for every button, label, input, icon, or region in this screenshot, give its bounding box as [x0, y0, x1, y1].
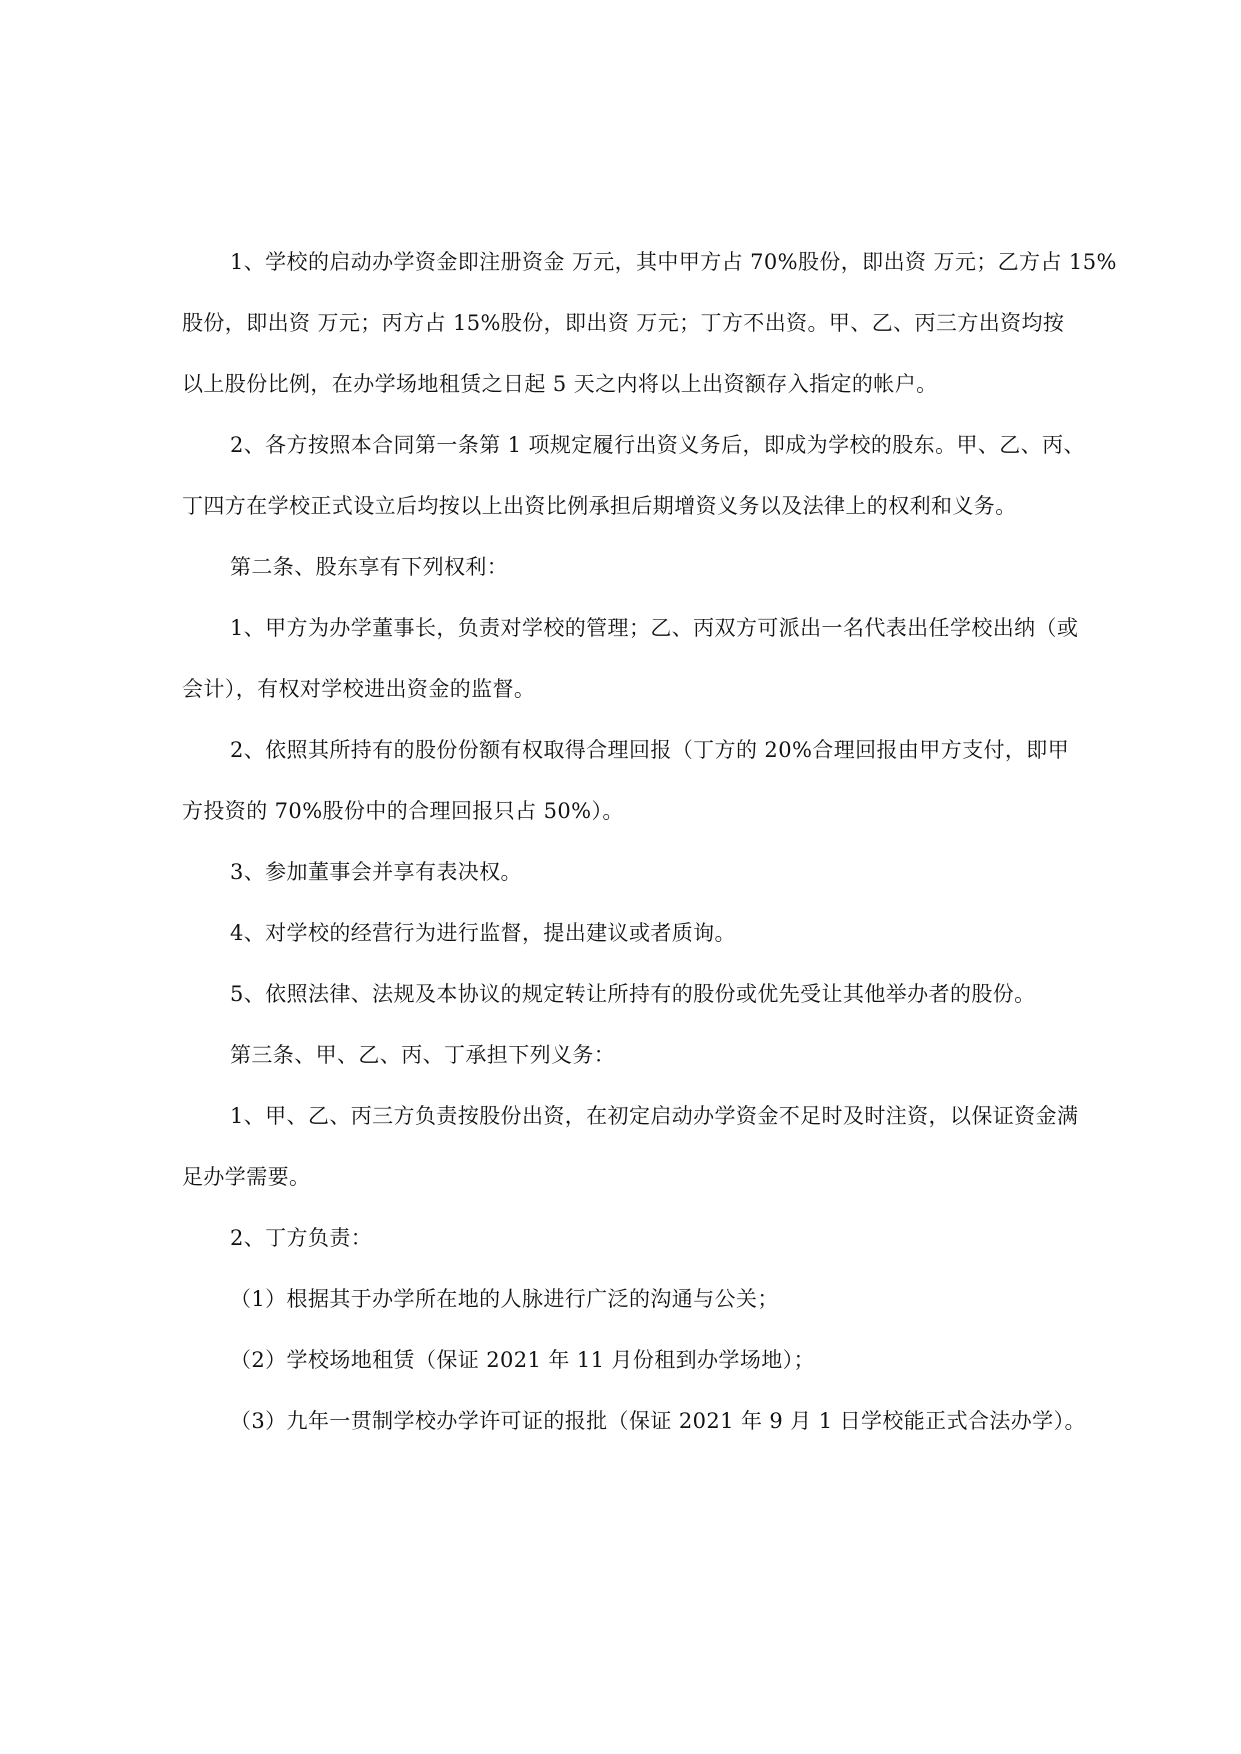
- text-line: 1、学校的启动办学资金即注册资金 万元，其中甲方占 70%股份，即出资 万元；乙方占 15%: [230, 250, 1117, 274]
- paragraph-right-3: [182, 842, 1082, 903]
- article-three-heading: [182, 1025, 1082, 1086]
- paragraph-obligation-1: [182, 1086, 1082, 1208]
- text-line: 以上股份比例，在办学场地租赁之日起 5 天之内将以上出资额存入指定的帐户。: [182, 372, 938, 396]
- text-line: 4、对学校的经营行为进行监督，提出建议或者质询。: [230, 921, 736, 945]
- text-line: 3、参加董事会并享有表决权。: [230, 860, 522, 884]
- paragraph-obligation-2-item-1: [182, 1269, 1082, 1330]
- paragraph-obligation-2-item-3: [182, 1391, 1086, 1452]
- paragraph-obligation-2-item-2: [182, 1330, 1082, 1391]
- text-line: （1）根据其于办学所在地的人脉进行广泛的沟通与公关；: [230, 1287, 779, 1311]
- paragraph-right-5: [182, 964, 1082, 1025]
- paragraph-right-4: [182, 903, 1082, 964]
- text-line: 2、丁方负责：: [230, 1226, 373, 1250]
- paragraph-shareholder-status: [182, 415, 1085, 537]
- text-line: 1、甲、乙、丙三方负责按股份出资，在初定启动办学资金不足时及时注资，以保证资金满: [230, 1104, 1079, 1128]
- text-line: 1、甲方为办学董事长，负责对学校的管理；乙、丙双方可派出一名代表出任学校出纳（或: [230, 616, 1079, 640]
- paragraph-obligation-2: [182, 1208, 1082, 1269]
- text-line: 5、依照法律、法规及本协议的规定转让所持有的股份或优先受让其他举办者的股份。: [230, 982, 1036, 1006]
- text-line: 足办学需要。: [182, 1165, 311, 1189]
- text-line: 第三条、甲、乙、丙、丁承担下列义务：: [230, 1043, 616, 1067]
- paragraph-right-1: [182, 598, 1082, 720]
- text-line: 会计），有权对学校进出资金的监督。: [182, 677, 536, 701]
- paragraph-capital-contribution: [182, 232, 1117, 415]
- text-line: 丁四方在学校正式设立后均按以上出资比例承担后期增资义务以及法律上的权利和义务。: [182, 494, 1017, 518]
- text-line: 股份，即出资 万元；丙方占 15%股份，即出资 万元；丁方不出资。甲、乙、丙三方出资均按: [182, 311, 1065, 335]
- text-line: 第二条、股东享有下列权利：: [230, 555, 509, 579]
- text-line: 方投资的 70%股份中的合理回报只占 50%）。: [182, 799, 624, 823]
- document-body: [182, 232, 1117, 1452]
- text-line: 2、各方按照本合同第一条第 1 项规定履行出资义务后，即成为学校的股东。甲、乙、丙、: [230, 433, 1085, 457]
- article-two-heading: [182, 537, 1082, 598]
- text-line: （3）九年一贯制学校办学许可证的报批（保证 2021 年 9 月 1 日学校能正式合法办学）。: [230, 1409, 1086, 1433]
- paragraph-right-2: [182, 720, 1082, 842]
- text-line: （2）学校场地租赁（保证 2021 年 11 月份租到办学场地）；: [230, 1348, 815, 1372]
- text-line: 2、依照其所持有的股份份额有权取得合理回报（丁方的 20%合理回报由甲方支付，即甲: [230, 738, 1070, 762]
